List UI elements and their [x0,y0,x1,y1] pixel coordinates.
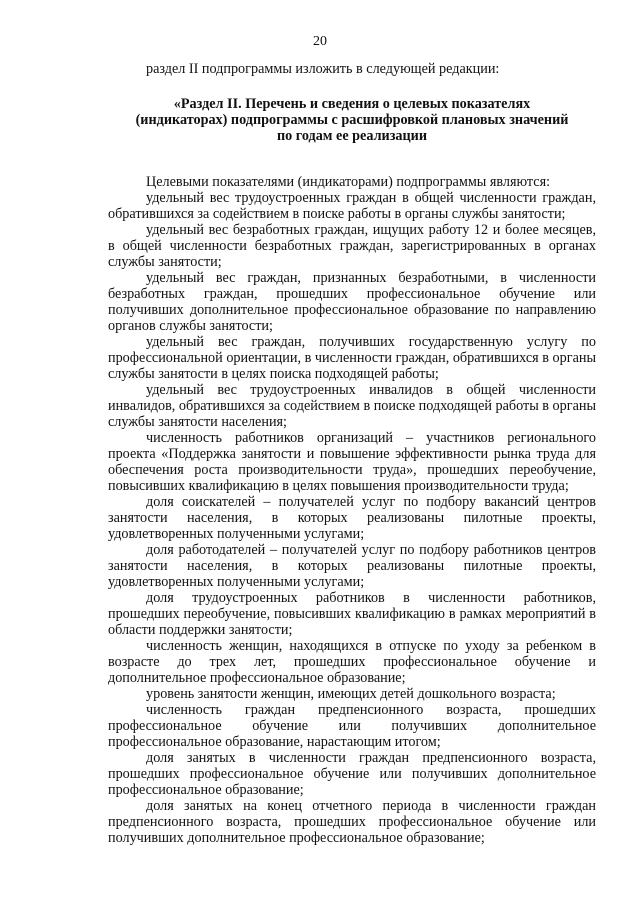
document-body [108,61,596,846]
indicator-item: доля работодателей – получателей услуг по подбору работников центров занятости населения, в которых реализованы пилотные проекты, удовлетворенных полученными услугами; [108,542,596,590]
indicator-item: удельный вес граждан, получивших государственную услугу по профессиональной ориентации, в численности граждан, обратившихся в органы службы занятости в целях поиска подходящей работы; [108,334,596,382]
heading-line-1: «Раздел II. Перечень и сведения о целевых показателях [173,96,531,112]
indicator-item: доля занятых на конец отчетного периода в численности граждан предпенсионного возраста, прошедших профессиональное обучение или получивших дополнительное профессиональное образование; [108,798,596,846]
indicator-item: удельный вес трудоустроенных инвалидов в общей численности инвалидов, обратившихся за содействием в поиске подходящей работы в органы службы занятости населения; [108,382,596,430]
section-heading [108,96,596,144]
indicator-item: удельный вес граждан, признанных безработными, в численности безработных граждан, прошедших профессиональное обучение или получивших дополнительное профессиональное образование по направлению органов службы занятости; [108,270,596,334]
intro-paragraph: раздел II подпрограммы изложить в следующей редакции: [146,61,500,77]
indicator-item: численность женщин, находящихся в отпуске по уходу за ребенком в возрасте до трех лет, прошедших профессиональное обучение и дополнительное профессиональное образование; [108,638,596,686]
indicator-item: удельный вес трудоустроенных граждан в общей численности граждан, обратившихся за содействием в поиске работы в органы службы занятости; [108,190,596,222]
heading-line-2: (индикаторах) подпрограммы с расшифровкой плановых значений [135,112,569,128]
indicator-item: доля соискателей – получателей услуг по подбору вакансий центров занятости населения, в которых реализованы пилотные проекты, удовлетворенных полученными услугами; [108,494,596,542]
indicator-item: удельный вес безработных граждан, ищущих работу 12 и более месяцев, в общей численности безработных граждан, зарегистрированных в органах службы занятости; [108,222,596,270]
lead-paragraph: Целевыми показателями (индикаторами) подпрограммы являются: [146,174,551,190]
page-number: 20 [313,34,327,49]
heading-line-3: по годам ее реализации [276,128,428,144]
indicator-item: уровень занятости женщин, имеющих детей дошкольного возраста; [146,686,556,702]
indicator-item: численность работников организаций – участников регионального проекта «Поддержка занятости и повышение эффективности рынка труда для обеспечения роста производительности труда», прошедших переобучение, повысивших квалификацию в целях повышения производительности труда; [108,430,596,494]
indicator-item: численность граждан предпенсионного возраста, прошедших профессиональное обучение или получивших дополнительное профессиональное образование, нарастающим итогом; [108,702,596,750]
indicator-item: доля трудоустроенных работников в численности работников, прошедших переобучение, повысивших квалификацию в рамках мероприятий в области поддержки занятости; [108,590,596,638]
indicator-item: доля занятых в численности граждан предпенсионного возраста, прошедших профессиональное обучение или получивших дополнительное профессиональное образование; [108,750,596,798]
